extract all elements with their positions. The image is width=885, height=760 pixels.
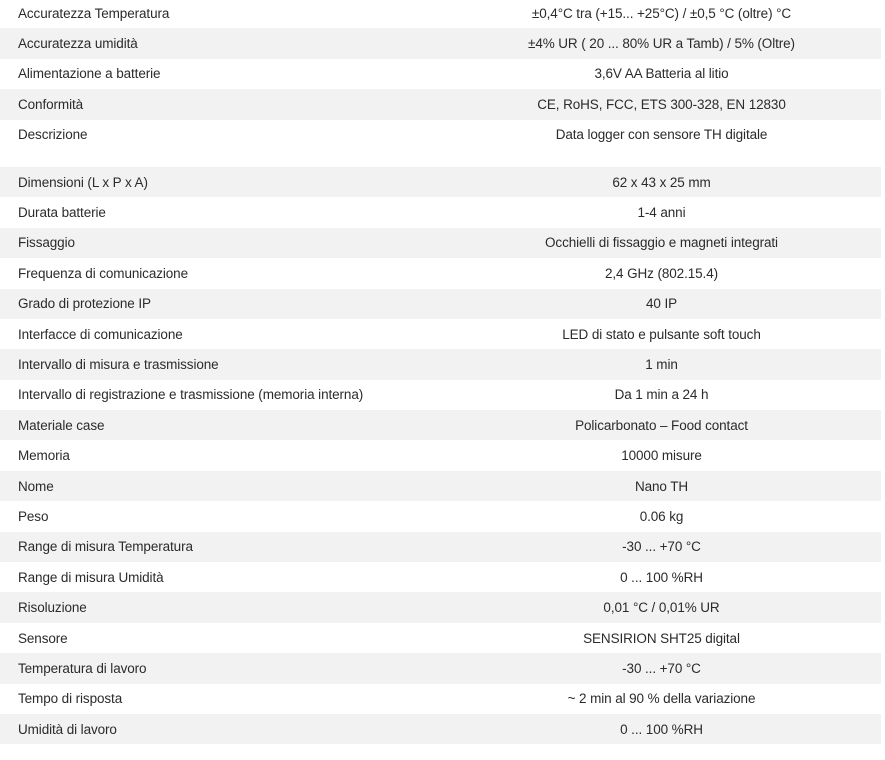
spec-row (0, 592, 881, 622)
spec-row-label: Accuratezza Temperatura (18, 5, 170, 21)
spec-row-label: Sensore (18, 630, 68, 646)
spec-row-label: Frequenza di comunicazione (18, 265, 188, 281)
spec-row-value: ~ 2 min al 90 % della variazione (567, 691, 756, 707)
spec-row (0, 319, 881, 349)
spec-row-value: 3,6V AA Batteria al litio (594, 66, 729, 82)
spec-row-value: Nano TH (634, 478, 689, 494)
spec-row-value: 62 x 43 x 25 mm (612, 174, 711, 190)
spec-row-label: Durata batterie (18, 205, 106, 221)
spec-row (0, 562, 881, 592)
spec-row-value: 0.06 kg (639, 508, 684, 524)
spec-row-value: LED di stato e pulsante soft touch (562, 326, 761, 342)
spec-row-label: Dimensioni (L x P x A) (18, 174, 148, 190)
spec-row-label: Temperatura di lavoro (18, 660, 147, 676)
spec-row (0, 228, 881, 258)
spec-row-label: Materiale case (18, 417, 105, 433)
spec-row-value: Occhielli di fissaggio e magneti integrati (545, 235, 778, 251)
spec-row (0, 471, 881, 501)
spec-row (0, 714, 881, 744)
spec-row (0, 59, 881, 89)
spec-row-label: Accuratezza umidità (18, 36, 138, 52)
spec-row-label: Peso (18, 508, 49, 524)
spec-row-value: ±0,4°C tra (+15... +25°C) / ±0,5 °C (oltre) °C (531, 5, 792, 21)
spec-row-label: Intervallo di misura e trasmissione (18, 356, 219, 372)
spec-row-value: 2,4 GHz (802.15.4) (604, 265, 718, 281)
spec-row-value: 0,01 °C / 0,01% UR (603, 600, 720, 616)
spec-row (0, 410, 881, 440)
spec-row-label: Interfacce di comunicazione (18, 326, 183, 342)
spec-row-value: 1-4 anni (637, 205, 686, 221)
spec-row-label: Range di misura Umidità (18, 569, 164, 585)
spec-row (0, 28, 881, 58)
spec-row-value: Da 1 min a 24 h (614, 387, 709, 403)
spec-row-value: 0 ... 100 %RH (620, 721, 703, 737)
spec-row (0, 120, 881, 150)
spec-row (0, 653, 881, 683)
spec-row-value: 0 ... 100 %RH (620, 569, 703, 585)
spec-row-label: Intervallo di registrazione e trasmissione (memoria interna) (18, 387, 364, 403)
spec-row-value: 10000 misure (621, 448, 702, 464)
spec-row (0, 623, 881, 653)
spec-row-label: Fissaggio (18, 235, 75, 251)
spec-row (0, 684, 881, 714)
spec-row-label: Risoluzione (18, 600, 87, 616)
spec-row-value: 40 IP (645, 296, 678, 312)
spec-row-label: Grado di protezione IP (18, 296, 151, 312)
spec-row (0, 258, 881, 288)
spec-row-value: ±4% UR ( 20 ... 80% UR a Tamb) / 5% (Oltre) (528, 36, 795, 52)
spec-row (0, 0, 881, 28)
spec-row (0, 380, 881, 410)
spec-row-value: SENSIRION SHT25 digital (583, 630, 740, 646)
spec-row-label: Tempo di risposta (18, 691, 123, 707)
spec-row (0, 289, 881, 319)
spec-row-value: 1 min (645, 356, 678, 372)
spec-row-label: Alimentazione a batterie (18, 66, 161, 82)
spec-row-label: Umidità di lavoro (18, 721, 117, 737)
spec-row-value: Policarbonato – Food contact (575, 417, 748, 433)
spec-row-label: Memoria (18, 448, 70, 464)
spec-row (0, 167, 881, 197)
spec-row-value: -30 ... +70 °C (622, 539, 701, 555)
spec-row-label: Range di misura Temperatura (18, 539, 193, 555)
spec-row (0, 89, 881, 119)
spec-row (0, 532, 881, 562)
spec-row-label: Conformità (18, 96, 84, 112)
spec-row-value: -30 ... +70 °C (622, 660, 701, 676)
spec-row (0, 440, 881, 470)
spec-row (0, 501, 881, 531)
spec-row-label: Nome (18, 478, 54, 494)
spec-row (0, 349, 881, 379)
spec-row-label: Descrizione (18, 127, 88, 143)
spec-row (0, 197, 881, 227)
spec-row-value: CE, RoHS, FCC, ETS 300-328, EN 12830 (537, 96, 786, 112)
spec-row-value: Data logger con sensore TH digitale (555, 127, 768, 143)
